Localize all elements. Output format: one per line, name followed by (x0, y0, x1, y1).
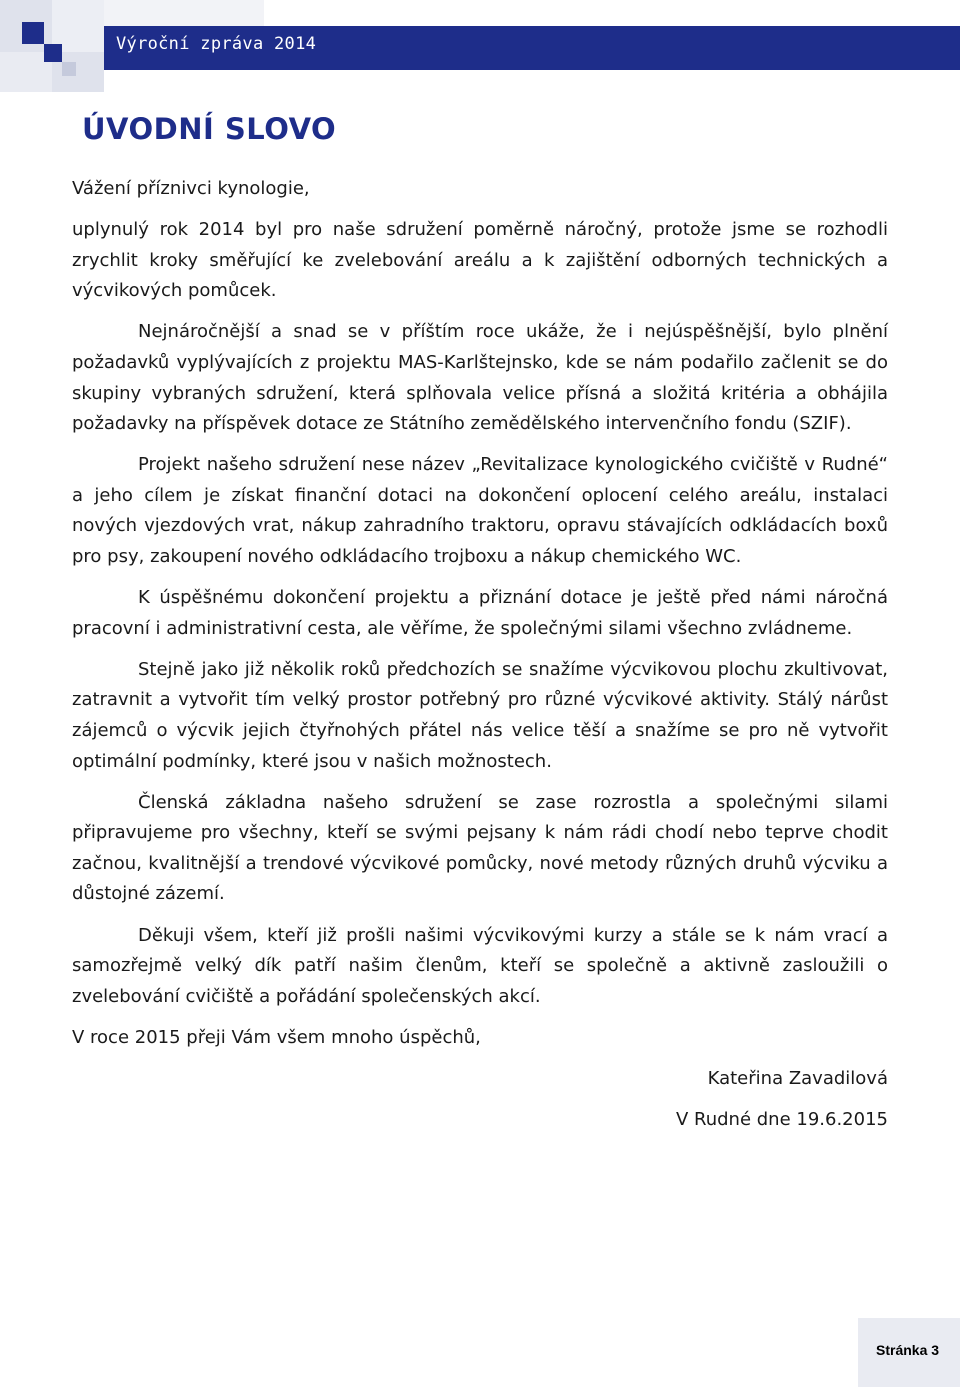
page-title: ÚVODNÍ SLOVO (82, 112, 337, 146)
header-decoration-square (44, 44, 62, 62)
paragraph: Nejnáročnější a snad se v příštím roce ukáže, že i nejúspěšnější, bylo plnění požadavků vyplývajících z projektu MAS-Karlštejnsko, kde se nám podařilo začlenit se do skupiny vybraných sdružení, která splňovala velice přísná a složitá kritéria a obhájila požadavky na příspěvek dotace ze Státního zemědělského intervenčního fondu (SZIF). (72, 321, 888, 435)
document-body (72, 174, 888, 1146)
paragraph: Děkuji všem, kteří již prošli našimi výcvikovými kurzy a stále se k nám vrací a samozřejmě velký dík patří našim členům, kteří se společně a aktivně zasloužili o zvelebování cvičiště a pořádání společenských akcí. (72, 924, 888, 1007)
place-date: V Rudné dne 19.6.2015 (675, 1109, 888, 1131)
signature: Kateřina Zavadilová (707, 1067, 888, 1089)
header-title: Výroční zpráva 2014 (116, 34, 317, 54)
paragraph: uplynulý rok 2014 byl pro naše sdružení poměrně náročný, protože jsme se rozhodli zrychlit kroky směřující ke zvelebování areálu a k zajištění odborných technických a výcvikových pomůcek. (72, 219, 888, 302)
paragraph: Stejně jako již několik roků předchozích se snažíme výcvikovou plochu zkultivovat, zatravnit a vytvořit tím velký prostor potřebný pro různé výcvikové aktivity. Stálý nárůst zájemců o výcvik jejich čtyřnohých přátel nás velice těší a snažíme se pro ně vytvořit optimální podmínky, které jsou v našich možnostech. (72, 658, 888, 772)
header-decoration-square (104, 0, 264, 26)
page-number: Stránka 3 (876, 1342, 940, 1358)
paragraph: Projekt našeho sdružení nese název „Revitalizace kynologického cvičiště v Rudné“ a jeho cílem je získat finanční dotaci na dokončení oplocení celého areálu, instalaci nových vjezdových vrat, nákup zahradního traktoru, opravu stávajících odkládacích boxů pro psy, zakoupení nového odkládacího trojboxu a nákup chemického WC. (72, 454, 888, 568)
paragraph: Členská základna našeho sdružení se zase rozrostla a společnými silami připravujeme pro všechny, kteří se svými pejsany k nám rádi chodí nebo teprve chodit začnou, kvalitnější a trendové výcvikové pomůcky, nové metody různých druhů výcviku a důstojné zázemí. (72, 791, 888, 905)
header-decoration-square (62, 62, 76, 76)
closing-line: V roce 2015 přeji Vám všem mnoho úspěchů, (72, 1026, 481, 1048)
salutation: Vážení příznivci kynologie, (72, 178, 310, 199)
paragraph: K úspěšnému dokončení projektu a přiznání dotace je ještě před námi náročná pracovní i administrativní cesta, ale věříme, že společnými silami všechno zvládneme. (72, 587, 888, 639)
header-decoration-square (22, 22, 44, 44)
